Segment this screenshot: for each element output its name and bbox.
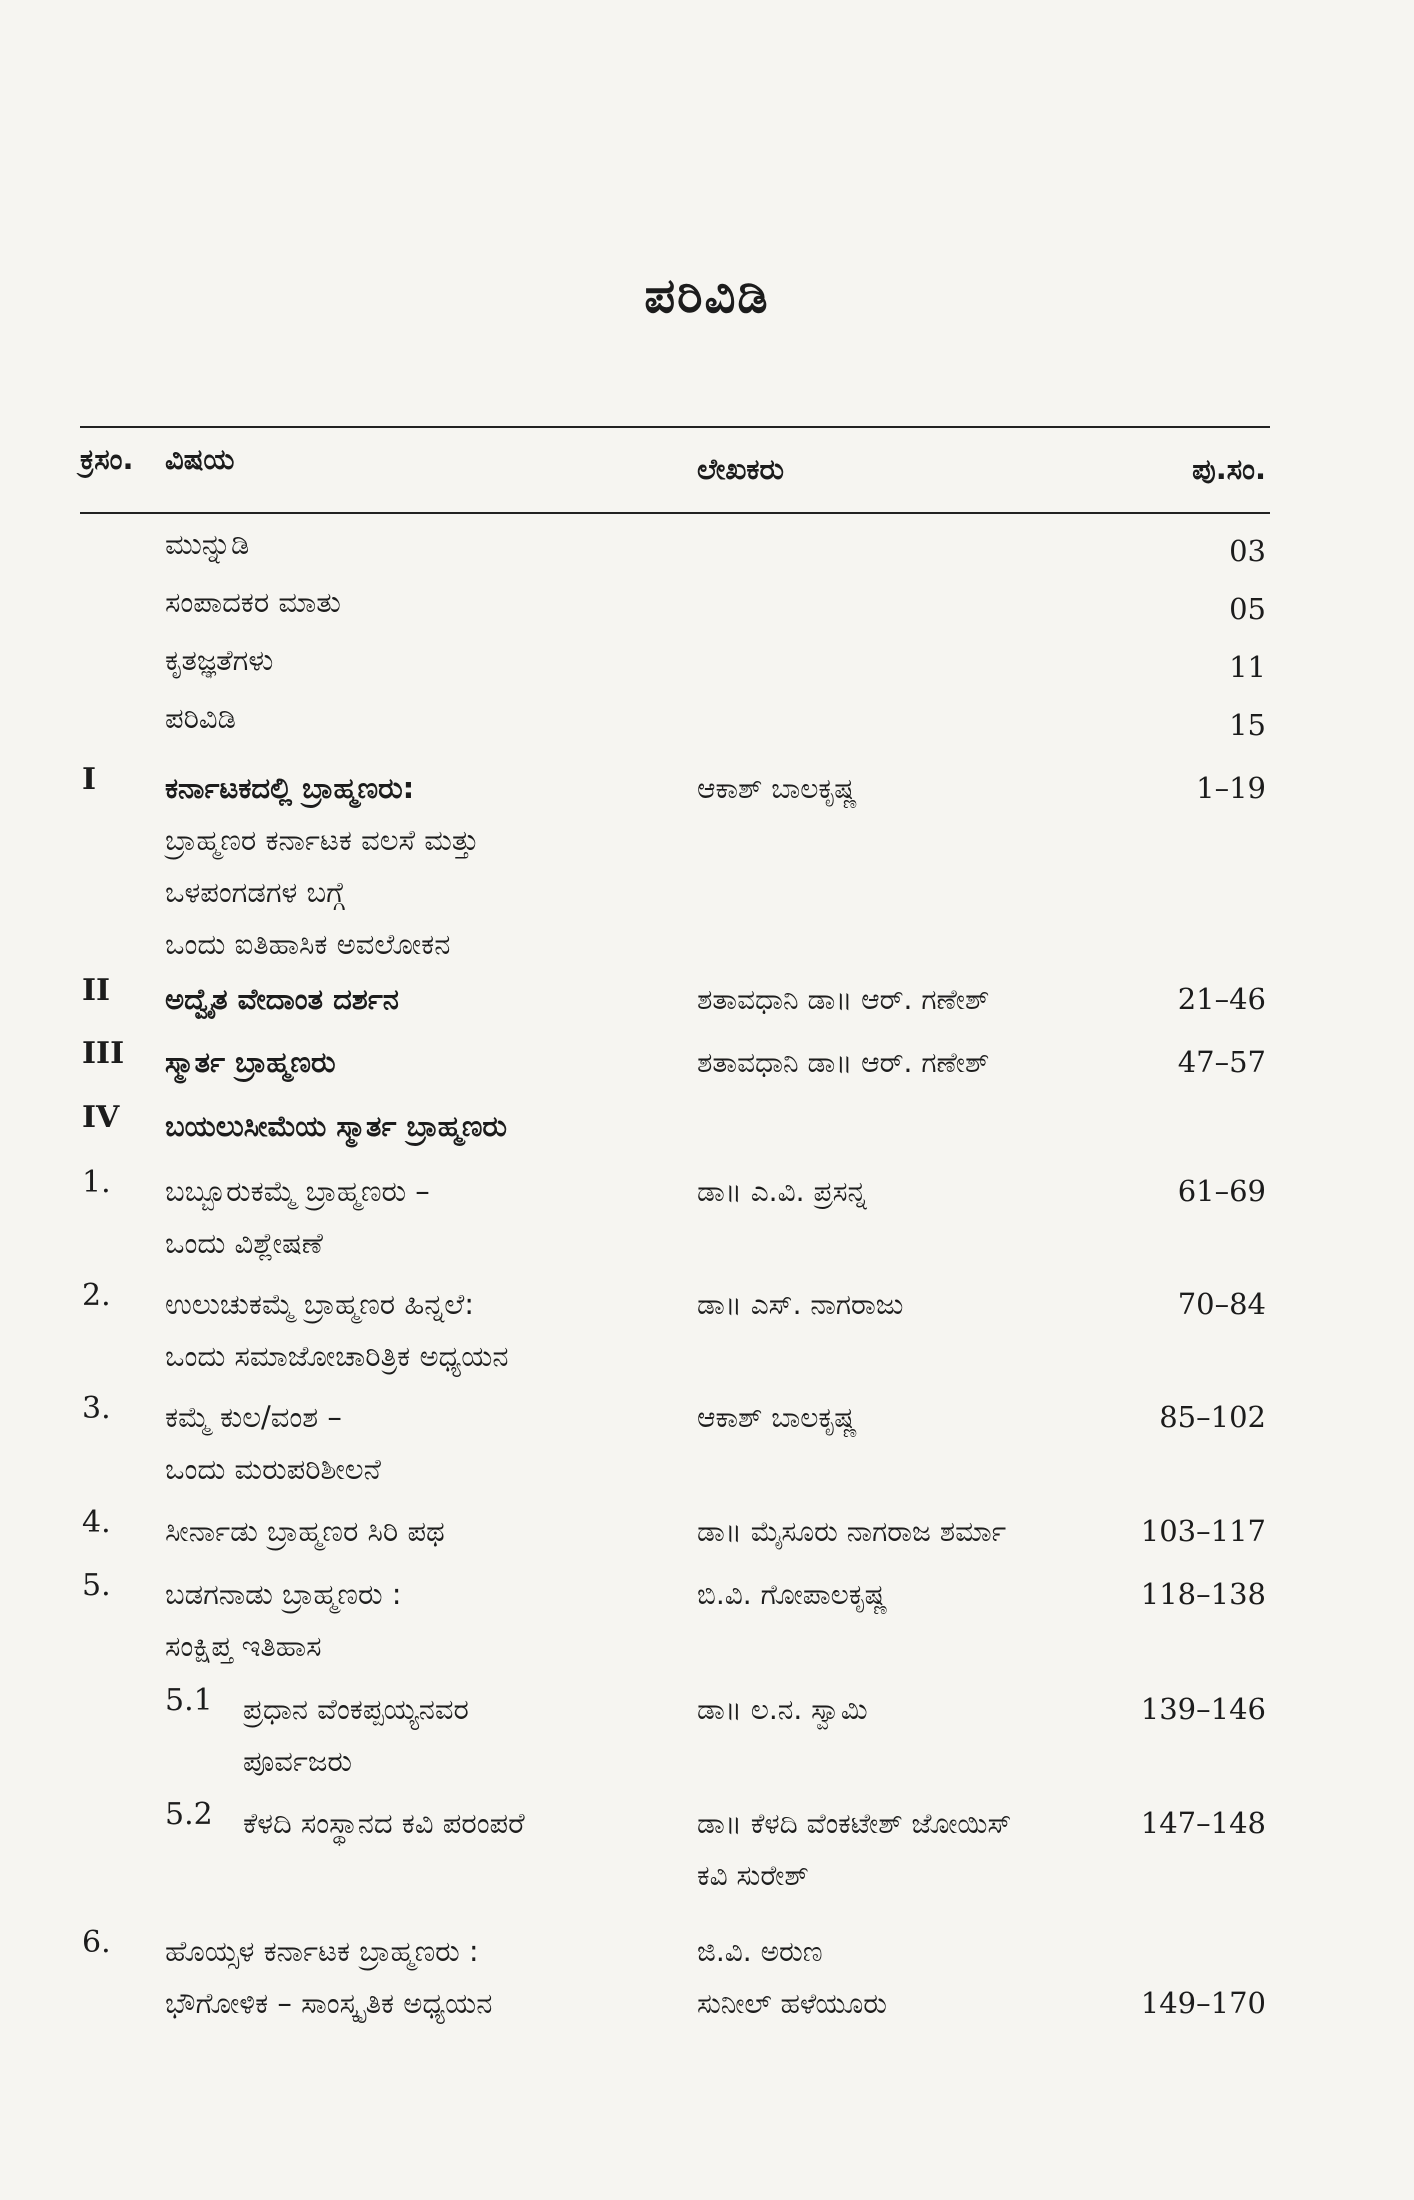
toc-subject-line: ಪೂರ್ವಜರು xyxy=(243,1744,352,1778)
header-top-rule xyxy=(80,426,1270,428)
toc-subject: ಸಂಪಾದಕರ ಮಾತು xyxy=(165,585,341,619)
toc-subject: ಕೃತಜ್ಞತೆಗಳು xyxy=(165,643,274,677)
toc-num: 5.1 xyxy=(165,1683,213,1718)
header-page: ಪು.ಸಂ. xyxy=(1192,452,1266,486)
header-bottom-rule xyxy=(80,512,1270,514)
toc-num: III xyxy=(82,1036,125,1071)
toc-author: ಆಕಾಶ್ ಬಾಲಕೃಷ್ಣ xyxy=(697,772,858,805)
toc-subject-line: ಕಮ್ಮೆ ಕುಲ/ವಂಶ – xyxy=(165,1400,342,1434)
toc-subject-line: ಒಳಪಂಗಡಗಳ ಬಗ್ಗೆ xyxy=(165,875,345,909)
toc-author: ಶತಾವಧಾನಿ ಡಾ॥ ಆರ್. ಗಣೇಶ್ xyxy=(697,1046,990,1079)
toc-page: 03 xyxy=(1229,534,1266,568)
toc-subject-line: ಒಂದು ಮರುಪರಿಶೀಲನೆ xyxy=(165,1452,381,1486)
toc-subject-line: ಬಡಗನಾಡು ಬ್ರಾಹ್ಮಣರು : xyxy=(165,1577,402,1611)
toc-author: ಶತಾವಧಾನಿ ಡಾ॥ ಆರ್. ಗಣೇಶ್ xyxy=(697,983,990,1016)
header-subject: ವಿಷಯ xyxy=(165,442,235,476)
toc-subject-line: ಬ್ರಾಹ್ಮಣರ ಕರ್ನಾಟಕ ವಲಸೆ ಮತ್ತು xyxy=(165,823,479,857)
toc-page: 21–46 xyxy=(1177,982,1266,1016)
toc-subject-title: ಅದ್ವೈತ ವೇದಾಂತ ದರ್ಶನ xyxy=(165,982,399,1016)
toc-subject-line: ಪ್ರಧಾನ ವೆಂಕಪ್ಪಯ್ಯನವರ xyxy=(243,1692,469,1726)
toc-author-line: ಜಿ.ವಿ. ಅರುಣ xyxy=(697,1935,823,1968)
toc-num: 1. xyxy=(82,1165,111,1200)
toc-page: 139–146 xyxy=(1140,1692,1266,1726)
toc-subject-line: ಸೀರ್ನಾಡು ಬ್ರಾಹ್ಮಣರ ಸಿರಿ ಪಥ xyxy=(165,1514,445,1548)
toc-page: 15 xyxy=(1229,708,1266,742)
toc-page: 118–138 xyxy=(1140,1577,1266,1611)
toc-num: 3. xyxy=(82,1391,111,1426)
toc-page: 147–148 xyxy=(1140,1806,1266,1840)
toc-subject-line: ಉಲುಚುಕಮ್ಮೆ ಬ್ರಾಹ್ಮಣರ ಹಿನ್ನಲೆ: xyxy=(165,1287,475,1321)
toc-subject-line: ಸಂಕ್ಷಿಪ್ತ ಇತಿಹಾಸ xyxy=(165,1629,322,1663)
toc-subject-title: ಬಯಲುಸೀಮೆಯ ಸ್ಮಾರ್ತ ಬ್ರಾಹ್ಮಣರು xyxy=(165,1109,507,1143)
toc-subject-line: ಬಬ್ಬೂರುಕಮ್ಮೆ ಬ್ರಾಹ್ಮಣರು – xyxy=(165,1174,430,1208)
toc-page: 85–102 xyxy=(1159,1400,1266,1434)
toc-author-line: ಡಾ॥ ಕೆಳದಿ ವೆಂಕಟೇಶ್ ಜೋಯಿಸ್ xyxy=(697,1807,1012,1840)
toc-page: 1–19 xyxy=(1196,771,1266,805)
toc-author: ಬಿ.ವಿ. ಗೋಪಾಲಕೃಷ್ಣ xyxy=(697,1578,888,1611)
toc-page: 05 xyxy=(1229,592,1266,626)
toc-author: ಆಕಾಶ್ ಬಾಲಕೃಷ್ಣ xyxy=(697,1401,858,1434)
toc-subject-line: ಒಂದು ವಿಶ್ಲೇಷಣೆ xyxy=(165,1226,323,1260)
toc-num: 5.2 xyxy=(165,1797,213,1832)
toc-num: I xyxy=(82,762,97,797)
toc-num: IV xyxy=(82,1100,120,1135)
toc-subject-line: ಕೆಳದಿ ಸಂಸ್ಥಾನದ ಕವಿ ಪರಂಪರೆ xyxy=(243,1806,525,1840)
toc-num: II xyxy=(82,973,111,1008)
toc-num: 4. xyxy=(82,1505,111,1540)
toc-author: ಡಾ॥ ಮೈಸೂರು ನಾಗರಾಜ ಶರ್ಮಾ xyxy=(697,1515,1007,1548)
toc-subject: ಪರಿವಿಡಿ xyxy=(165,701,236,735)
toc-subject-line: ಭೌಗೋಳಿಕ – ಸಾಂಸ್ಕೃತಿಕ ಅಧ್ಯಯನ xyxy=(165,1986,493,2020)
toc-author-line: ಕವಿ ಸುರೇಶ್ xyxy=(697,1859,809,1892)
toc-page: 47–57 xyxy=(1177,1045,1266,1079)
toc-page: 149–170 xyxy=(1140,1986,1266,2020)
toc-author: ಡಾ॥ ಎ.ವಿ. ಪ್ರಸನ್ನ xyxy=(697,1175,867,1208)
toc-author: ಡಾ॥ ಎಸ್. ನಾಗರಾಜು xyxy=(697,1288,904,1321)
toc-page: 103–117 xyxy=(1140,1514,1266,1548)
toc-subject-title: ಸ್ಮಾರ್ತ ಬ್ರಾಹ್ಮಣರು xyxy=(165,1045,336,1079)
toc-subject-line: ಒಂದು ಐತಿಹಾಸಿಕ ಅವಲೋಕನ xyxy=(165,927,451,961)
toc-page: 11 xyxy=(1229,650,1266,684)
toc-page: 61–69 xyxy=(1177,1174,1266,1208)
toc-page: 70–84 xyxy=(1177,1287,1266,1321)
toc-num: 2. xyxy=(82,1278,111,1313)
toc-author-line: ಸುನೀಲ್ ಹಳೆಯೂರು xyxy=(697,1987,887,2020)
header-num: ಕ್ರಸಂ. xyxy=(80,442,134,476)
toc-subject: ಮುನ್ನುಡಿ xyxy=(165,527,250,561)
page-title: ಪರಿವಿಡಿ xyxy=(644,268,770,324)
toc-subject-title: ಕರ್ನಾಟಕದಲ್ಲಿ ಬ್ರಾಹ್ಮಣರು: xyxy=(165,771,415,805)
toc-num: 6. xyxy=(82,1925,111,1960)
header-author: ಲೇಖಕರು xyxy=(697,452,785,486)
toc-subject-line: ಹೊಯ್ಸಳ ಕರ್ನಾಟಕ ಬ್ರಾಹ್ಮಣರು : xyxy=(165,1934,479,1968)
toc-subject-line: ಒಂದು ಸಮಾಜೋಚಾರಿತ್ರಿಕ ಅಧ್ಯಯನ xyxy=(165,1339,509,1373)
toc-num: 5. xyxy=(82,1568,111,1603)
toc-author: ಡಾ॥ ಲ.ನ. ಸ್ವಾಮಿ xyxy=(697,1693,868,1726)
